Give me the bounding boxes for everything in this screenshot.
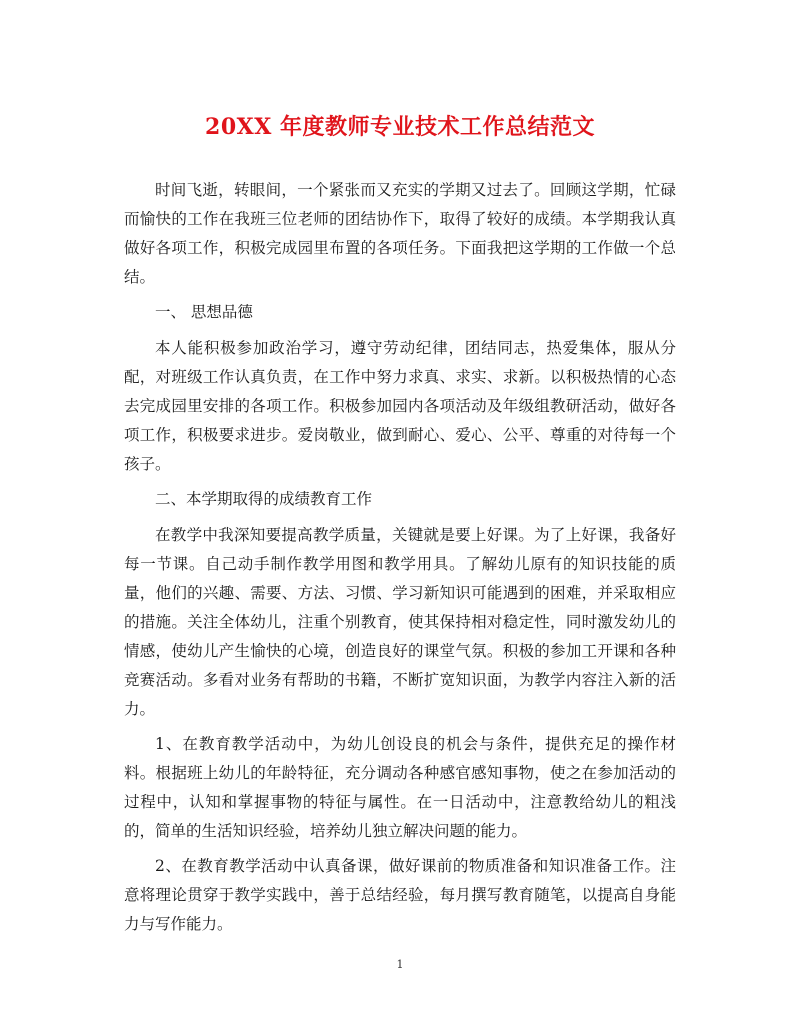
page-number: 1 <box>396 958 404 971</box>
paragraph-ideology: 本人能积极参加政治学习，遵守劳动纪律，团结同志，热爱集体，服从分配，对班级工作认真负责，在工作中努力求真、求实、求新。以积极热情的心态去完成园里安排的各项工作。积极参加园内各项活动及年级组教研活动，做好各项工作，积极要求进步。爱岗敬业，做到耐心、爱心、公平、尊重的对待每一个孩子。 <box>124 339 676 473</box>
paragraph-teaching: 在教学中我深知要提高教学质量，关键就是要上好课。为了上好课，我备好每一节课。自己动手制作教学用图和教学用具。了解幼儿原有的知识技能的质量，他们的兴趣、需要、方法、习惯、学习新知识可能遇到的困难，并采取相应的措施。关注全体幼儿，注重个别教育，使其保持相对稳定性，同时激发幼儿的情感，使幼儿产生愉快的心境，创造良好的课堂气氛。积极的参加工开课和各种竞赛活动。多看对业务有帮助的书籍，不断扩宽知识面，为教学内容注入新的活力。 <box>124 526 676 718</box>
paragraph-intro: 时间飞逝，转眼间，一个紧张而又充实的学期又过去了。回顾这学期，忙碌而愉快的工作在我班三位老师的团结协作下，取得了较好的成绩。本学期我认真做好各项工作，积极完成园里布置的各项任务。下面我把这学期的工作做一个总结。 <box>124 181 676 286</box>
section-heading-1: 一、 思想品德 <box>155 303 253 321</box>
document-body <box>124 176 676 945</box>
paragraph-item-2: 2、在教育教学活动中认真备课，做好课前的物质准备和知识准备工作。注意将理论贯穿于教学实践中，善于总结经验，每月撰写教育随笔，以提高自身能力与写作能力。 <box>124 857 676 933</box>
section-heading-2: 二、本学期取得的成绩教育工作 <box>155 490 373 508</box>
paragraph-item-1: 1、在教育教学活动中，为幼儿创设良的机会与条件，提供充足的操作材料。根据班上幼儿的年龄特征，充分调动各种感官感知事物，使之在参加活动的过程中，认知和掌握事物的特征与属性。在一日活动中，注意教给幼儿的粗浅的，简单的生活知识经验，培养幼儿独立解决问题的能力。 <box>124 735 676 840</box>
document-title: 20XX 年度教师专业技术工作总结范文 <box>205 114 595 140</box>
